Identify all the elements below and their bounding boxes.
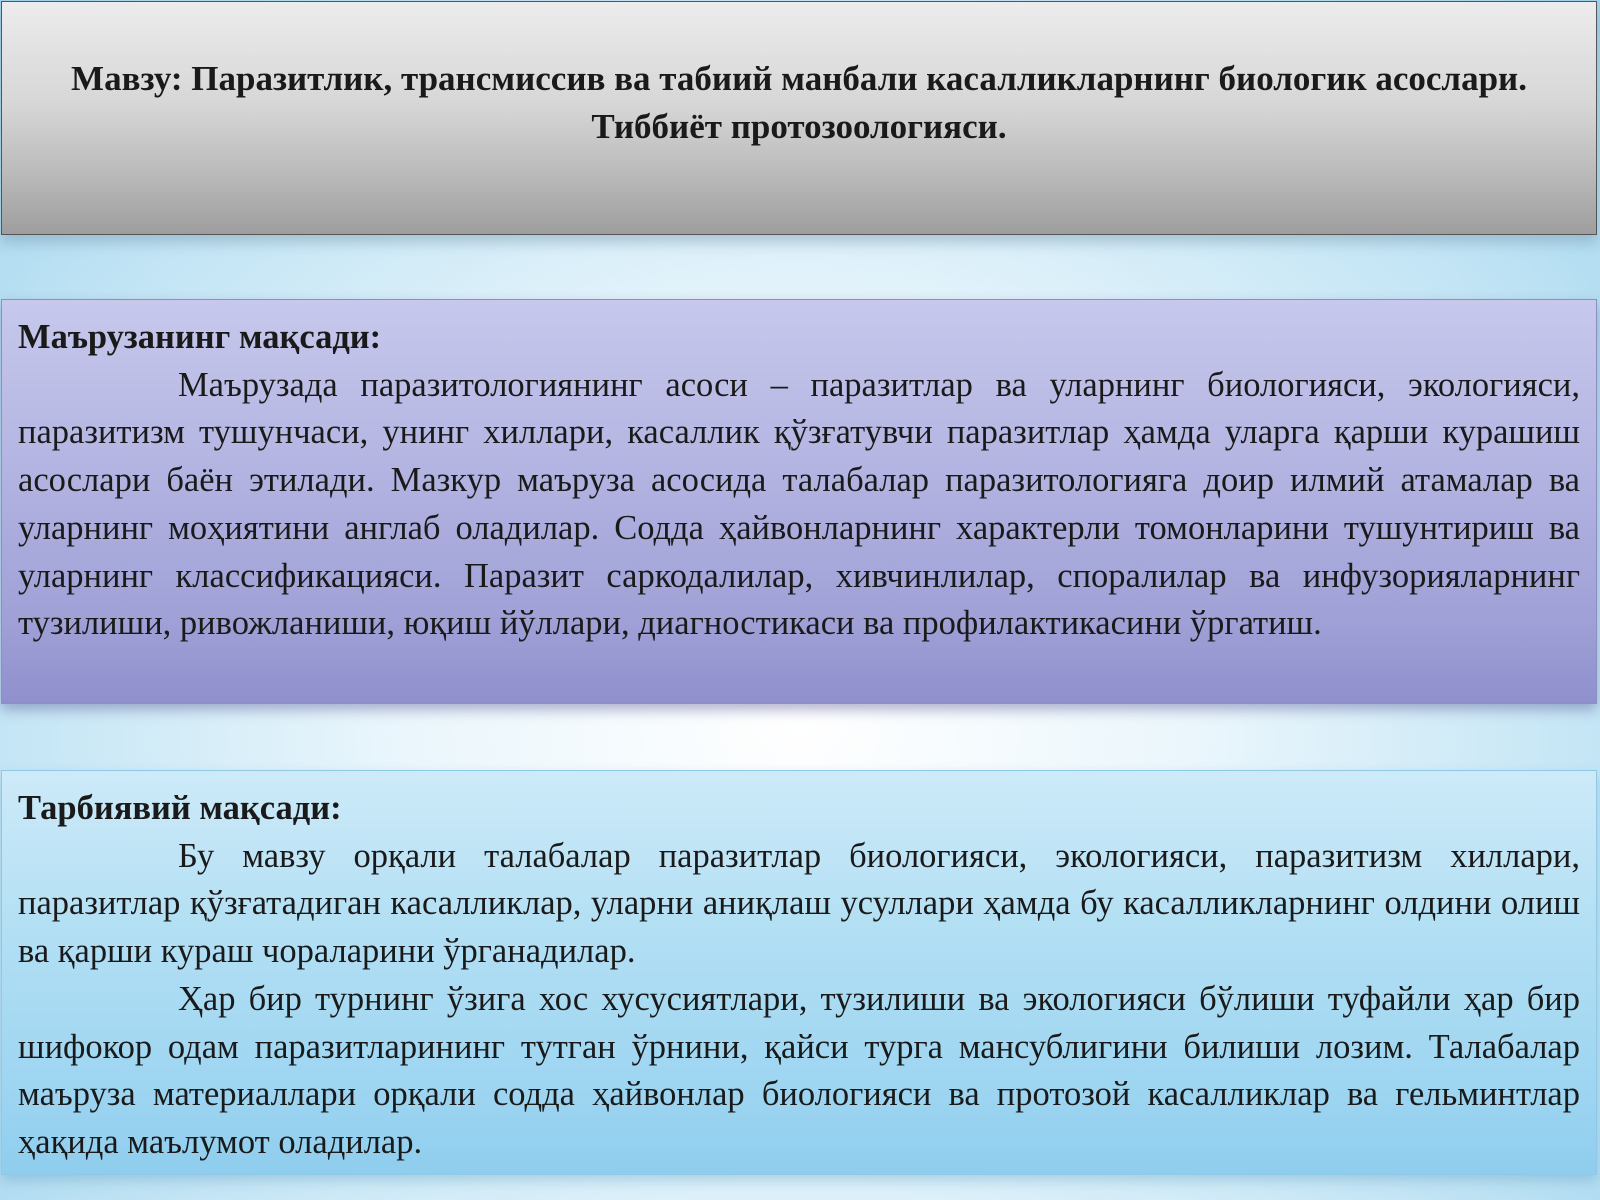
educational-goal-paragraph-1: Бу мавзу орқали талабалар паразитлар биологияси, экологияси, паразитизм хиллари, паразитлар қўзғатадиган касалликлар, уларни аниқлаш усуллари ҳамда бу касалликларнинг олдини олиш ва қарши кураш чораларини ўрганадилар.	[18, 836, 1580, 971]
slide-title: Мавзу: Паразитлик, трансмиссив ва табиий манбали касалликларнинг биологик асослари. Тиббиёт протозоологияси.	[71, 59, 1527, 146]
lecture-goal-heading: Маърузанинг мақсади:	[18, 318, 382, 356]
lecture-goal-panel	[1, 299, 1597, 704]
educational-goal-heading: Тарбиявий мақсади:	[18, 789, 342, 827]
educational-goal-paragraph-2: Ҳар бир турнинг ўзига хос хусусиятлари, тузилиши ва экологияси бўлиши туфайли ҳар бир шифокор одам паразитларининг тутган ўрнини, қайси турга мансублигини билиши лозим. Талабалар маъруза материаллари орқали содда ҳайвонлар биологияси ва протозой касалликлар ва гельминтлар ҳақида маълумот оладилар.	[18, 979, 1580, 1161]
title-banner	[1, 1, 1597, 235]
educational-goal-panel	[1, 770, 1597, 1175]
lecture-goal-paragraph: Маърузада паразитологиянинг асоси – паразитлар ва уларнинг биологияси, экологияси, паразитизм тушунчаси, унинг хиллари, касаллик қўзғатувчи паразитлар ҳамда уларга қарши курашиш асослари баён этилади. Мазкур маъруза асосида талабалар паразитологияга доир илмий атамалар ва уларнинг моҳиятини англаб оладилар. Содда ҳайвонларнинг характерли томонларини тушунтириш ва уларнинг классификацияси. Паразит саркодалилар, хивчинлилар, споралилар ва инфузорияларнинг тузилиши, ривожланиши, юқиш йўллари, диагностикаси ва профилактикасини ўргатиш.	[18, 365, 1580, 643]
